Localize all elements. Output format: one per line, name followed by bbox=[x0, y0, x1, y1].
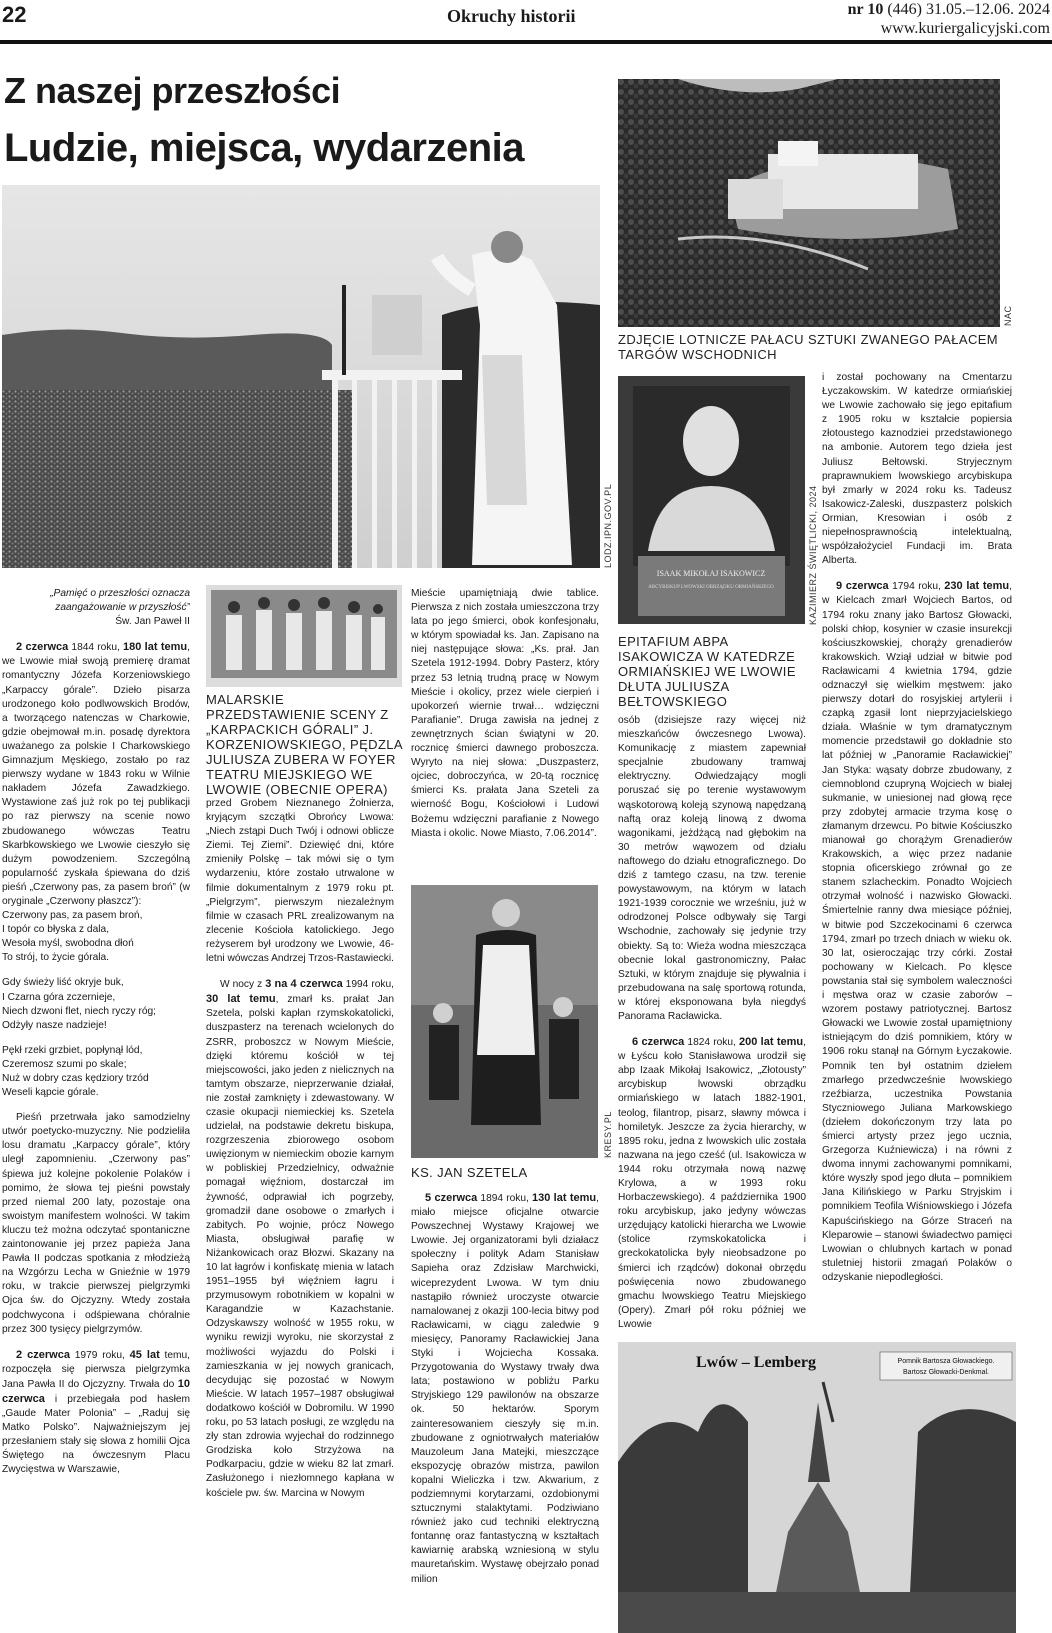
postcard-label-1: Pomnik Bartosza Głowackiego. bbox=[897, 1358, 995, 1365]
website-link[interactable]: www.kuriergalicyjski.com bbox=[880, 20, 1050, 37]
szetela-continued: Mieście upamiętniają dwie tablice. Pierwsza z nich została umieszczona trzy lata po jego śmierci, obok konfesjonału, w którym spowiadał ks. Jan. Zapisano na niej następujące słowa: „Ks. prał. Jan Szetela 1912-1994. Dobry Pasterz, który przez 53 letnią trudną pracę w Nowym Mieście i okolicy, przez wiele cierpień i upokorzeń wiernie trwał… wdzięczni Parafianie”. Druga zawisła na jednej z zewnętrznych ścian świątyni w 20. rocznicę śmierci dawnego proboszcza. Wyryto na niej słowa: „Duszpasterz, ojciec, dobroczyńca, w 20-tą rocznicę śmierci Ks. prałata Jana Szeteli za wierność Bogu, Kościołowi i Ludowi Bożemu wdzięczni parafianie z Nowego Miasta i okolic. Nowe Miasto, 7.06.2014”. bbox=[411, 588, 599, 839]
epitaph-photo bbox=[618, 376, 805, 624]
pope-photo-credit: LODZ.IPN.GOV.PL bbox=[603, 483, 613, 568]
poem-line: Pękł rzeki grzbiet, popłynął lód, bbox=[2, 1044, 143, 1056]
monument-postcard-photo bbox=[618, 1342, 1016, 1633]
epitaph-photo-credit: KAZIMIERZ ŚWIĘTLICKI, 2024 bbox=[808, 485, 818, 625]
epitaph-caption: EPITAFIUM ABPA ISAKOWICZA W KATEDRZE ORMIAŃSKIEJ WE LWOWIE DŁUTA JULIUSZA BEŁTOWSKIEGO bbox=[618, 634, 796, 709]
postcard-title: Lwów – Lemberg bbox=[696, 1354, 816, 1371]
page-number: 22 bbox=[2, 2, 27, 27]
header-rule bbox=[0, 40, 1052, 44]
postcard-label-2: Bartosz Głowacki-Denkmal. bbox=[903, 1369, 989, 1376]
issue-number: nr 10 bbox=[847, 1, 884, 18]
motto-line-1: „Pamięć o przeszłości oznacza bbox=[50, 588, 190, 599]
song-paragraph: Pieśń przetrwała jako samodzielny utwór poetycko-muzyczny. Nie podzieliła losu dramatu „Karpaccy górale”, który uległ zapomnieniu. „Czerwony pas” śpiewa już kolejne pokolenie Polaków i pomimo, że słowa tej pieśni powstały przed niemal 200 laty, pozostaje ona swoistym manifestem wolności. W takim kluczu też można odczytać spontaniczne zaintonowanie jej przez papieża Jana Pawła II podczas spotkania z młodzieżą na Wzgórzu Lecha w Gnieźnie w 1979 roku, w trakcie pierwszej pielgrzymki Ojca św. do Ojczyzny. Wtedy została podchwycona i odśpiewana chóralnie przez 300 tysięcy pielgrzymów. bbox=[2, 1112, 190, 1335]
entry-exhibition: 5 czerwca 1894 roku, 130 lat temu, miało miejsce oficjalne otwarcie Powszechnej Wystawy Krajowej we Lwowie. Jej organizatorami byli działacz społeczny i polityk Adam Stanisław Sapieha oraz Zdzisław Marchwicki, wiceprezydent Lwowa. W tym dniu nastąpiło również uroczyste otwarcie namalowanej z okazji 100-lecia bitwy pod Racławicami, w ciągu zaledwie 9 miesięcy, Panoramy Racławickiej Jana Styki i Wojciecha Kossaka. Przygotowania do Wystawy trwały dwa lata; postawiono w pobliżu Parku Stryjskiego 129 pawilonów na obszarze ok. 50 hektarów. Sporym zainteresowaniem cieszyły się m.in. zbudowane z ogniotrwałych materiałów Mauzoleum Jana Matejki, mieszczące ekspozycję obrazów mistrza, pawilon kopalni Wieliczka i tzw. Akwarium, z podziemnymi korytarzami, ozdobionymi sztucznymi stalaktytami. Podziwiano również jako cud techniki elektryczną fontannę oraz fantastyczną w kształtach kawiarnię arabską wzniesioną w stylu mauretańskim. Wystawę obejrzało ponad milion bbox=[411, 1192, 599, 1585]
szetela-photo-credit: KRESY.PL bbox=[603, 1111, 613, 1158]
palace-aerial-photo bbox=[618, 79, 1000, 327]
entry-glowacki: 9 czerwca 1794 roku, 230 lat temu, w Kielcach zmarł Wojciech Bartos, od 1794 roku znany jako Bartosz Głowacki, polski chłop, kosynier w czasie insurekcji kościuszkowskiej, chorąży grenadierów krakowskich. Wziął udział w bitwie pod Racławicami 4 kwietnia 1794, gdzie odznaczył się wielkim męstwem: jako pierwszy dotarł do rosyjskiej artylerii i czapką zgasił lont nieprzyjacielskiego działa. Właśnie w tym dramatycznym momencie przedstawił go dokładnie sto lat później w „Panoramie Racławickiej” Jan Styka: wąsaty dobrze zbudowany, z ciemnoblond czupryną Wojciech w białej sukmanie, w uniesionej nad głową ręce przy zdobytej armacie trzyma kosę o złamanym drzewcu. Po bitwie Kościuszko mianował go chorążym Grenadierów Krakowskich, a więc przez nadanie stopnia oficerskiego zrównał go ze stanem szlacheckim. Ponadto Wojciech otrzymał wolność i nazwisko Głowacki. Śmiertelnie ranny dwa miesiące później, w bitwie pod Szczekocinami 6 czerwca 1794, zmarł po trzech dniach w wieku ok. 30 lat, osieroczając trzy córki. Został pochowany w Kielcach. Po klęsce powstania stał się symbolem waleczności i męstwa oraz w czasie zaborów – wzorem postawy patriotycznej. Bartosz Głowacki we Lwowie został upamiętniony istniejącym do dziś pomnikiem, który w 1906 roku stanął na Górnym Łyczakowie. Pomnik ten był ostatnim dziełem zmarłego przedwcześnie lwowskiego rzeźbiarza, uczestnika Powstania Styczniowego Juliana Markowskiego (dziełem dokończonym trzy lata po śmierci artysty przez jego ucznia, Grzegorza Kuźniewicza) i na równi z dwoma innymi zachowanymi pomnikami, które wyszły spod jego dłuta – pomnikiem Jana Kilińskiego w Parku Stryjskim i pomnikiem Teofila Wiśniowskiego i Józefa Kapuścińskiego na Górze Straceń na Kleparowie – stanowi świadectwo pamięci Lwowian o chlubnych kartach w ponad stuletniej historii zmagań Polaków o odzyskanie niepodległości. bbox=[822, 580, 1012, 1283]
isakowicz-continued: i został pochowany na Cmentarzu Łyczakowskim. W katedrze ormiańskiej we Lwowie zachowało się jego epitafium z 1905 roku w kształcie popiersia złotoustego kaznodziei przedstawionego na ambonie. Autorem tego dzieła jest Juliusz Bełtowski. Stryjecznym praprawnukiem lwowskiego arcybiskupa był zmarły w 2024 roku ks. Tadeusz Isakowicz-Zaleski, duszpasterz polskich Ormian, Kresowian i osób z niepełnosprawnością intelektualną, współzałożyciel Fundacji im. Brata Alberta. bbox=[822, 372, 1012, 567]
painting-photo bbox=[206, 585, 402, 687]
pilgrimage-continued: przed Grobem Nieznanego Żołnierza, kryjącym szczątki Obrońcy Lwowa: „Niech zstąpi Duch Twój i odnowi oblicze Ziemi. Tej Ziemi”. Dziewięć dni, które zmieniły Polskę – tak mówi się o tym wydarzeniu, które zostało utrwalone w filmie dokumentalnym z 1979 roku pt. „Pielgrzym”, pierwszym niezależnym filmie w czasach PRL zrealizowanym na zlecenie Kościoła katolickiego. Jego reżyserem był urodzony we Lwowie, 46-letni wówczas Andrzej Trzos-Rastawiecki. bbox=[206, 798, 394, 965]
poem-line: I Czarna góra zczernieje, bbox=[2, 991, 116, 1003]
palace-caption: ZDJĘCIE LOTNICZE PAŁACU SZTUKI ZWANEGO PAŁACEM TARGÓW WSCHODNICH bbox=[618, 332, 999, 362]
motto-author: Św. Jan Paweł II bbox=[115, 616, 190, 628]
painting-caption: MALARSKIE PRZEDSTAWIENIE SCENY Z „KARPACKICH GÓRALI” J. KORZENIOWSKIEGO, PĘDZLA JULIUSZA ZUBERA W FOYER TEATRU MIEJSKIEGO WE LWOWIE (OBECNIE OPERA) bbox=[206, 692, 403, 797]
poem-line: Czerwony pas, za pasem broń, bbox=[2, 910, 143, 922]
palace-photo-credit: NAC bbox=[1003, 305, 1013, 326]
entry-isakowicz: 6 czerwca 1824 roku, 200 lat temu, w Łyścu koło Stanisławowa urodził się abp Izaak Mikołaj Isakowicz, „Złotousty” arcybiskup lwowski obrządku ormiańskiego w latach 1882-1901, teolog, filantrop, pisarz, sławny mówca i homiletyk. Jeszcze za życia hierarchy, w 1895 roku, jedna z lwowskich ulic została nazwana na jego cześć (ul. Isakowicza w 1944 roku otrzymała nową nazwę Krylowa, a w 1993 roku Horbaczewskiego). 4 października 1900 roku arcybiskup, jako jedyny wówczas urzędujący katolicki hierarcha we Lwowie (stolice rzymskokatolicka i greckokatolicka były nieobsadzone po śmierci ich rządców) dokonał obrzędu poświęcenia nowo zbudowanego gmachu lwowskiego Teatru Miejskiego (Opery). Zmarł pół roku później we Lwowie bbox=[618, 1036, 806, 1330]
issue-info bbox=[848, 0, 1050, 38]
article-title: Ludzie, miejsca, wydarzenia bbox=[4, 126, 525, 170]
szetela-photo bbox=[411, 885, 598, 1158]
article-kicker: Z naszej przeszłości bbox=[4, 70, 341, 111]
motto-line-2: zaangażowanie w przyszłość” bbox=[55, 602, 190, 614]
column-5 bbox=[822, 371, 1012, 1339]
entry-szetela: W nocy z 3 na 4 czerwca 1994 roku, 30 lat temu, zmarł ks. prałat Jan Szetela, polski kapłan rzymskokatolicki, duszpasterz na terenach wcielonych do ZSRR, proboszcz w Nowym Mieście, dzięki któremu kościół w tej miejscowości, jako jeden z nielicznych na tamtym obszarze, nieprzerwanie działał, nie został zamknięty i zdewastowany. W czasie okupacji niemieckiej ks. Szetela udzielał, na podstawie dekretu biskupa, rozgrzeszenia zbiorowego osobom uwięzionym w niemieckim obozie karnym w pobliskiej Przedzielnicy, odważnie pomagał więźniom, dostarczał im żywność, odprawiał ich pogrzeby, gromadził dane osobowe o zmarłych i zabitych. Po wojnie, prócz Nowego Miasta, obsługiwał parafię w Niżankowicach oraz Błozwi. Skazany na 10 lat łagrów i konfiskatę mienia w latach 1951–1955 był więźniem łagru i przymusowym robotnikiem w kopalni w Karagandzie w Kazachstanie. Odzyskawszy wolność w 1955 roku, w wyniku rewizji wyroku, nie skorzystał z możliwości wyjazdu do Polski i zamieszkania w jej nowych granicach, decydując się pozostać w Nowym Mieście. W latach 1957–1987 obsługiwał dodatkowo kościół w Dobromilu. W 1990 roku, po 53 latach posługi, ze względu na zły stan zdrowia wyjechał do rodzinnego Grodziska koło Strzyżowa na Podkarpaciu, gdzie w wieku 82 lat zmarł. Zasłużonego i niezłomnego kapłana w kościele pw. św. Marcina w Nowym bbox=[206, 978, 394, 1499]
issue-dates: (446) 31.05.–12.06. 2024 bbox=[883, 1, 1050, 18]
exhibition-continued: osób (dzisiejsze razy więcej niż mieszkańców ówczesnego Lwowa). Komunikację z miastem zapewniał specjalnie zbudowany tramwaj elektryczny. Odwiedzający mogli poruszać się po terenie wystawowym wąskotorową koleją szynową napędzaną naftą oraz koleją linową z dwoma wagonikami, jeżdżącą nad głębokim na 30 metrów wąwozem od działu naftowego do działu etnograficznego. Do dziś z tamtego czasu, na tzw. terenie powystawowym, na którym w latach 1921-1939 corocznie we wrześniu, już w odrodzonej Polsce odbywały się Targi Wschodnie, zachowały się jedynie trzy obiekty. Są to: Wieża wodna mieszcząca obecnie lokal gastronomiczny, Pałac Sztuki, w którym znajduje się pływalnia i przebudowana na salę sportową rotunda, w której eksponowana była niegdyś Panorama Racławicka. bbox=[618, 715, 806, 1022]
epitaph-inscription-1: ISAAK MIKOŁAJ ISAKOWICZ bbox=[656, 569, 766, 578]
poem-line: Niech dzwoni flet, niech ryczy róg; bbox=[2, 1005, 157, 1017]
entry-pilgrimage: 2 czerwca 1979 roku, 45 lat temu, rozpoczęła się pierwsza pielgrzymka Jana Pawła II do Ojczyzny. Trwała do 10 czerwca i przebiegała pod hasłem „Gaude Mater Polonia” – „Raduj się Matko Polsko”. Najważniejszym jej przesłaniem stały się słowa z homilii Ojca Świętego na ówczesnym Placu Zwycięstwa w Warszawie, bbox=[2, 1348, 190, 1476]
column-4 bbox=[618, 714, 806, 1344]
poem-line: Nuż w dobry czas kędziory trzód bbox=[2, 1073, 149, 1084]
column-1 bbox=[2, 587, 190, 1633]
pope-photo bbox=[2, 185, 600, 568]
column-2 bbox=[206, 797, 394, 1633]
column-3-lower bbox=[411, 1191, 599, 1633]
entry-korzeniowski: 2 czerwca 1844 roku, 180 lat temu, we Lwowie miał swoją premierę dramat romantyczny Józefa Korzeniowskiego „Karpaccy górale”. Dzieło pisarza urodzonego koło podlwowskich Brodów, a tworzącego natenczas w Charkowie, gdzie obejmował m.in. posadę dyrektora uważanego za polskie I Charkowskiego Gimnazjum Męskiego, zostało po raz pierwszy wydane w 1843 roku w Wilnie nakładem Józefa Zawadzkiego. Wystawione zaś już rok po tej publikacji po raz pierwszy na scenie nowo zbudowanego wówczas Teatru Skarbkowskiego we Lwowie cieszyło się dużym powodzeniem. Szczególną popularność zyskała śpiewana do dziś pieśń „Czerwony pas, za pasem broń” (w oryginale „Czerwony płaszcz”): bbox=[2, 641, 190, 907]
column-3 bbox=[411, 587, 599, 877]
poem-line: Weseli kąpcie górale. bbox=[2, 1087, 99, 1099]
section-title: Okruchy historii bbox=[447, 6, 576, 26]
poem-line: I topór co błyska z dala, bbox=[2, 924, 110, 936]
poem-line: Odżyły nasze nadzieje! bbox=[2, 1019, 107, 1031]
poem-line: To strój, to życie górala. bbox=[2, 952, 110, 964]
szetela-caption: KS. JAN SZETELA bbox=[411, 1165, 528, 1180]
poem-line: Wesoła myśl, swobodna dłoń bbox=[2, 938, 134, 950]
poem-line: Gdy świeży liść okryje buk, bbox=[2, 977, 124, 989]
epitaph-inscription-2: ARCYBISKUP LWOWSKI OBRZĄDKU ORMIAŃSKIEGO bbox=[648, 585, 774, 590]
poem-line: Czeremosz szumi po skale; bbox=[2, 1058, 127, 1070]
